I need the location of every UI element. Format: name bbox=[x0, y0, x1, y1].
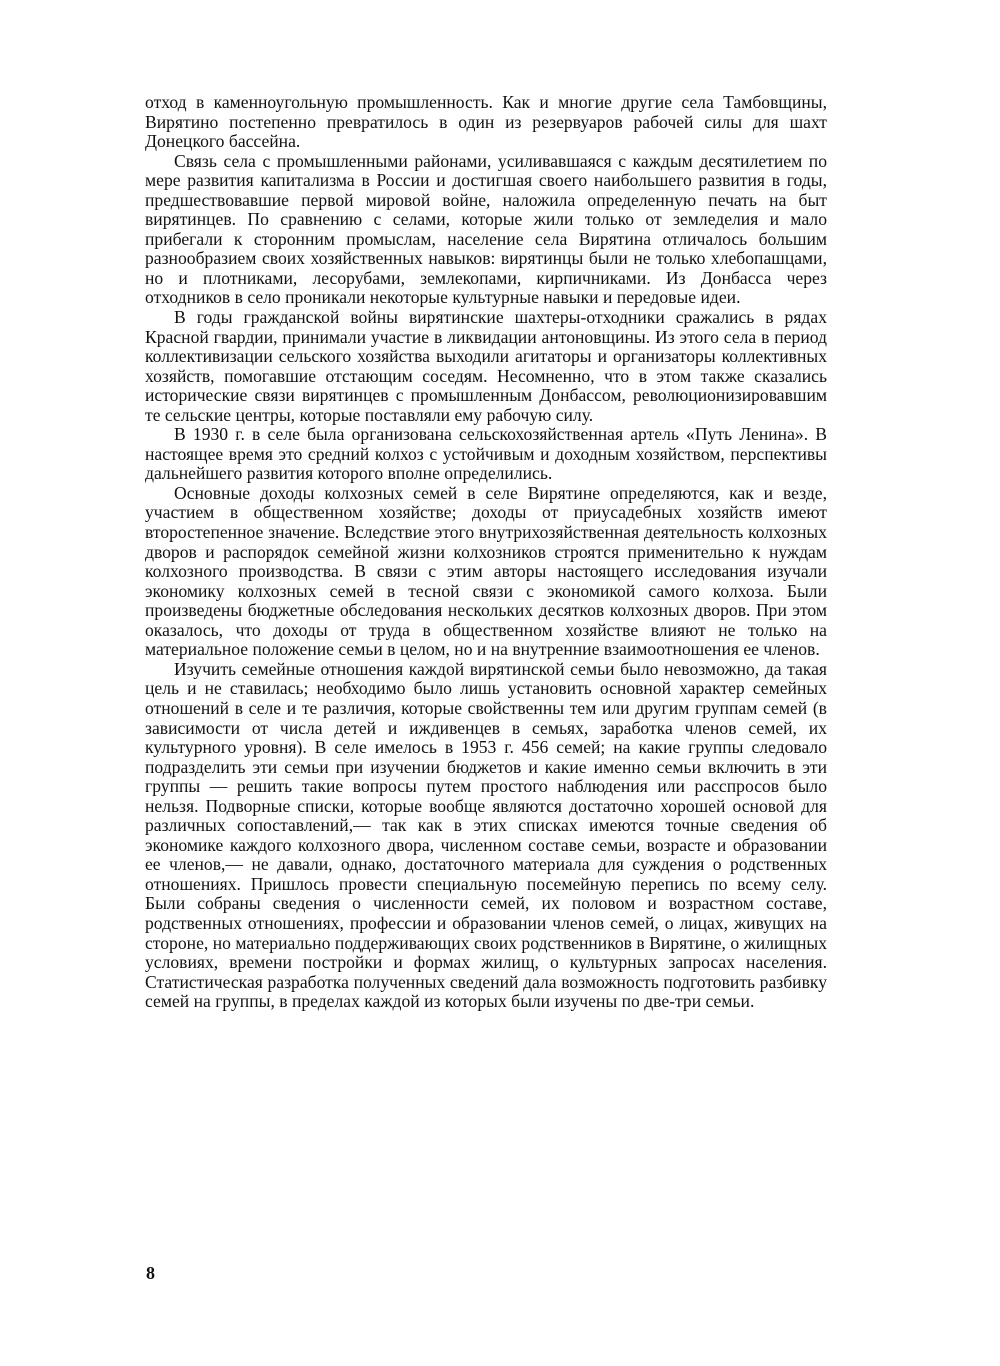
page-number: 8 bbox=[146, 1263, 155, 1283]
page-body bbox=[145, 93, 827, 1012]
paragraph-4: В 1930 г. в селе была организована сельскохозяйственная артель «Путь Ленина». В настоящее время это средний колхоз с устойчивым и доходным хозяйством, перспективы дальнейшего развития которого вполне определились. bbox=[145, 424, 827, 484]
paragraph-6: Изучить семейные отношения каждой вирятинской семьи было невозможно, да такая цель и не ставилась; необходимо было лишь установить основной характер семейных отношений в селе и те различия, которые свойственны тем или другим группам семей (в зависимости от числа детей и иждивенцев в семьях, заработка членов семей, их культурного уровня). В селе имелось в 1953 г. 456 семей; на какие группы следовало подразделить эти семьи при изучении бюджетов и какие именно семьи включить в эти группы — решить такие вопросы путем простого наблюдения или расспросов было нельзя. Подворные списки, которые вообще являются достаточно хорошей основой для различных сопоставлений,— так как в этих списках имеются точные сведения об экономике каждого колхозного двора, численном составе семьи, возрасте и образовании ее членов,— не давали, однако, достаточного материала для суждения о родственных отношениях. Пришлось провести специальную посемейную перепись по всему селу. Были собраны сведения о численности семей, их половом и возрастном составе, родственных отношениях, профессии и образовании членов семей, о лицах, живущих на стороне, но материально поддерживающих своих родственников в Вирятине, о жилищных условиях, времени постройки и формах жилищ, о культурных запросах населения. Статистическая разработка полученных сведений дала возможность подготовить разбивку семей на группы, в пределах каждой из которых были изучены по две-три семьи. bbox=[145, 658, 827, 1012]
paragraph-1: отход в каменноугольную промышленность. Как и многие другие села Тамбовщины, Вирятино постепенно превратилось в один из резервуаров рабочей силы для шахт Донецкого бассейна. bbox=[145, 92, 827, 152]
paragraph-5: Основные доходы колхозных семей в селе Вирятине определяются, как и везде, участием в общественном хозяйстве; доходы от приусадебных хозяйств имеют второстепенное значение. Вследствие этого внутрихозяйственная деятельность колхозных дворов и распорядок семейной жизни колхозников строятся применительно к нуждам колхозного производства. В связи с этим авторы настоящего исследования изучали экономику колхозных семей в тесной связи с экономикой самого колхоза. Были произведены бюджетные обследования нескольких десятков колхозных дворов. При этом оказалось, что доходы от труда в общественном хозяйстве влияют не только на материальное положение семьи в целом, но и на внутренние взаимоотношения ее членов. bbox=[145, 482, 827, 660]
paragraph-3: В годы гражданской войны вирятинские шахтеры-отходники сражались в рядах Красной гвардии, принимали участие в ликвидации антоновщины. Из этого села в период коллективизации сельского хозяйства выходили агитаторы и организаторы коллективных хозяйств, помогавшие отстающим соседям. Несомненно, что в этом также сказались исторические связи вирятинцев с промышленным Донбассом, революционизировавшим те сельские центры, которые поставляли ему рабочую силу. bbox=[145, 307, 827, 425]
paragraph-2: Связь села с промышленными районами, усиливавшаяся с каждым десятилетием по мере развития капитализма в России и достигшая своего наибольшего развития в годы, предшествовавшие первой мировой войне, наложила определенную печать на быт вирятинцев. По сравнению с селами, которые жили только от земледелия и мало прибегали к сторонним промыслам, население села Вирятина отличалось большим разнообразием своих хозяйственных навыков: вирятинцы были не только хлебопашцами, но и плотниками, лесорубами, землекопами, кирпичниками. Из Донбасса через отходников в село проникали некоторые культурные навыки и передовые идеи. bbox=[145, 150, 827, 308]
